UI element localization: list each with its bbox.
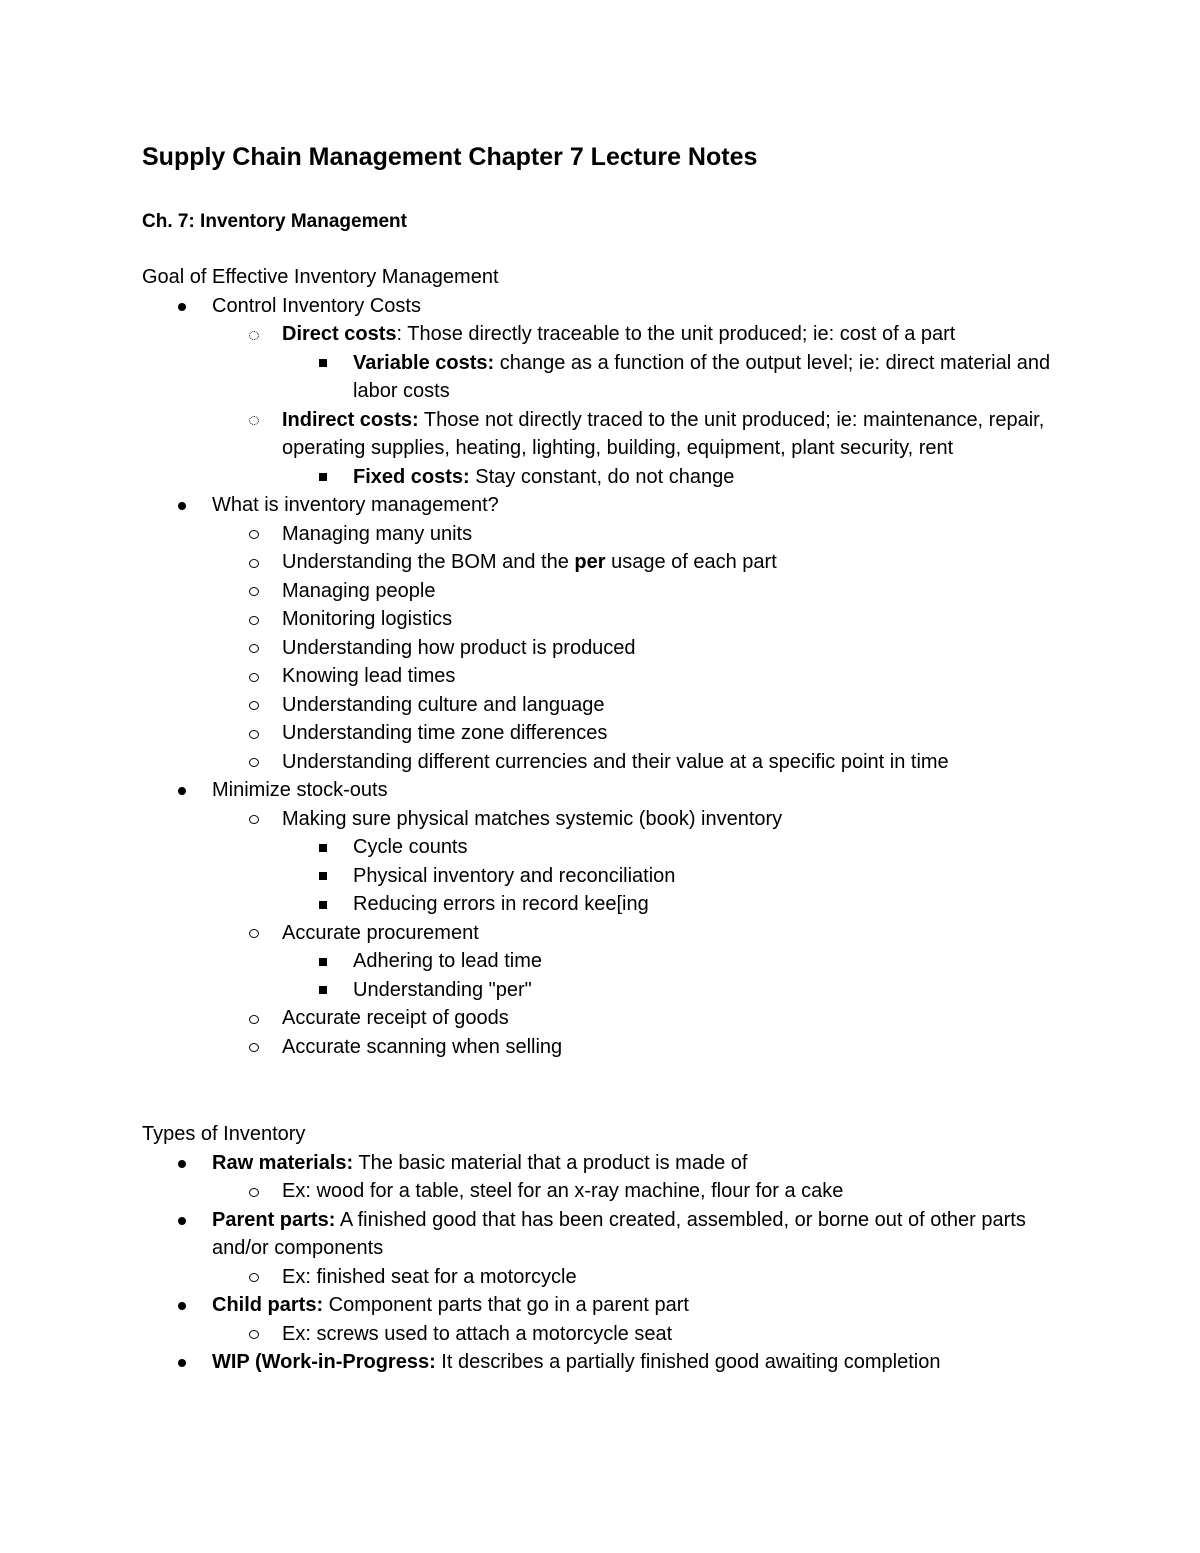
chapter-subtitle: Ch. 7: Inventory Management <box>142 211 407 232</box>
list-item-child-parts: Child parts: Component parts that go in a parent part <box>142 1291 1062 1320</box>
term-fixed-costs: Fixed costs: <box>353 465 470 488</box>
bullet-icon <box>244 1263 264 1292</box>
list-item: Monitoring logistics <box>142 605 1062 634</box>
bullet-icon <box>244 605 264 634</box>
list-item: Understanding different currencies and their value at a specific point in time <box>142 748 1062 777</box>
bullet-icon <box>244 520 264 549</box>
list-item: Cycle counts <box>142 833 1062 862</box>
list-item: Accurate receipt of goods <box>142 1004 1062 1033</box>
term-indirect-costs: Indirect costs: <box>282 408 419 431</box>
list-item: Managing many units <box>142 520 1062 549</box>
bullet-icon <box>244 320 264 349</box>
list-item: Ex: wood for a table, steel for an x-ray machine, flour for a cake <box>142 1177 1062 1206</box>
bullet-icon <box>172 1149 192 1178</box>
term-variable-costs: Variable costs: <box>353 351 495 374</box>
list-item: Ex: finished seat for a motorcycle <box>142 1263 1062 1292</box>
bullet-icon <box>244 406 264 435</box>
bullet-icon <box>244 548 264 577</box>
list-item: Knowing lead times <box>142 662 1062 691</box>
bullet-icon <box>313 890 333 919</box>
list-item-indirect-costs: Indirect costs: Those not directly traced to the unit produced; ie: maintenance, repair, operating supplies, heating, lighting, building, equipment, plant security, rent <box>142 406 1062 463</box>
bullet-icon <box>244 1177 264 1206</box>
bullet-icon <box>313 976 333 1005</box>
bullet-icon <box>244 719 264 748</box>
bullet-icon <box>244 634 264 663</box>
bullet-icon <box>244 691 264 720</box>
list-item: Understanding the BOM and the per usage of each part <box>142 548 1062 577</box>
bullet-icon <box>244 919 264 948</box>
bullet-icon <box>244 577 264 606</box>
types-list <box>142 1149 1062 1377</box>
list-item: Accurate scanning when selling <box>142 1033 1062 1062</box>
bullet-icon <box>172 491 192 520</box>
list-item-variable-costs: Variable costs: change as a function of the output level; ie: direct material and labor costs <box>142 349 1062 406</box>
list-item-stockouts: Minimize stock-outs <box>142 776 1062 805</box>
list-item-what-is: What is inventory management? <box>142 491 1062 520</box>
bullet-icon <box>313 833 333 862</box>
bullet-icon <box>172 1206 192 1235</box>
list-item-control-costs: Control Inventory Costs <box>142 292 1062 321</box>
document-title: Supply Chain Management Chapter 7 Lecture Notes <box>142 143 758 171</box>
list-item-parent-parts: Parent parts: A finished good that has been created, assembled, or borne out of other parts and/or components <box>142 1206 1062 1263</box>
list-item: Accurate procurement <box>142 919 1062 948</box>
list-item: Making sure physical matches systemic (book) inventory <box>142 805 1062 834</box>
list-item: Understanding time zone differences <box>142 719 1062 748</box>
list-item: Understanding "per" <box>142 976 1062 1005</box>
bullet-icon <box>172 292 192 321</box>
bullet-icon <box>172 1348 192 1377</box>
bullet-icon <box>313 349 333 378</box>
list-item: Ex: screws used to attach a motorcycle seat <box>142 1320 1062 1349</box>
goal-list <box>142 292 1062 1062</box>
goal-section <box>142 263 1062 1061</box>
section-heading-types: Types of Inventory <box>142 1123 306 1145</box>
list-item-wip: WIP (Work-in-Progress: It describes a partially finished good awaiting completion <box>142 1348 1062 1377</box>
list-item: Managing people <box>142 577 1062 606</box>
bullet-icon <box>244 805 264 834</box>
list-item-raw-materials: Raw materials: The basic material that a product is made of <box>142 1149 1062 1178</box>
bullet-icon <box>313 862 333 891</box>
term-direct-costs: Direct costs <box>282 323 397 345</box>
bullet-icon <box>313 463 333 492</box>
list-item: Reducing errors in record kee[ing <box>142 890 1062 919</box>
bullet-icon <box>244 1320 264 1349</box>
list-item-fixed-costs: Fixed costs: Stay constant, do not change <box>142 463 1062 492</box>
bullet-icon <box>244 662 264 691</box>
bullet-icon <box>313 947 333 976</box>
bullet-icon <box>244 1004 264 1033</box>
bullet-icon <box>244 748 264 777</box>
bullet-icon <box>172 1291 192 1320</box>
list-item-direct-costs: Direct costs: Those directly traceable to the unit produced; ie: cost of a part <box>142 320 1062 349</box>
bullet-icon <box>244 1033 264 1062</box>
section-heading-goal: Goal of Effective Inventory Management <box>142 266 499 288</box>
list-item: Understanding how product is produced <box>142 634 1062 663</box>
list-item: Physical inventory and reconciliation <box>142 862 1062 891</box>
bullet-icon <box>172 776 192 805</box>
list-item: Adhering to lead time <box>142 947 1062 976</box>
types-section <box>142 1120 1062 1377</box>
list-item: Understanding culture and language <box>142 691 1062 720</box>
